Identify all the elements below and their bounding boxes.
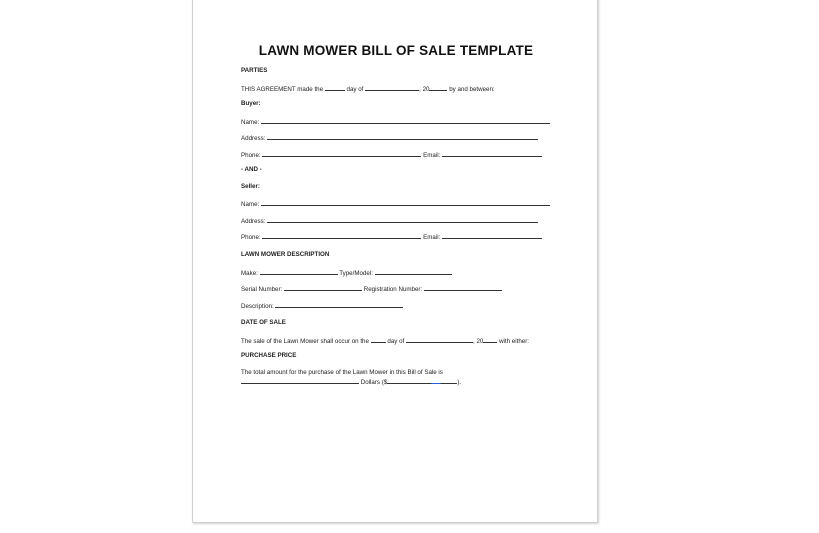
seller-email-blank[interactable] xyxy=(442,232,542,239)
date-of-sale-line: The sale of the Lawn Mower shall occur on the day of , 20 with either: xyxy=(241,338,529,345)
seller-phone-line: Phone: Email: xyxy=(241,232,542,242)
serial-registration-line: Serial Number: Registration Number: xyxy=(241,284,502,294)
price-words-blank[interactable] xyxy=(241,377,359,384)
document-title: LAWN MOWER BILL OF SALE TEMPLATE xyxy=(258,43,534,58)
buyer-name-line: Name: xyxy=(241,117,550,127)
buyer-phone-blank[interactable] xyxy=(262,150,421,157)
serial-number-blank[interactable] xyxy=(284,284,362,291)
seller-name-line: Name: xyxy=(241,199,550,209)
buyer-address-line: Address: xyxy=(241,133,538,143)
seller-heading: Seller: xyxy=(241,183,260,190)
sale-year-blank[interactable] xyxy=(483,336,497,343)
registration-number-blank[interactable] xyxy=(424,284,502,291)
seller-name-blank[interactable] xyxy=(261,199,550,206)
purchase-price-line-2: Dollars ($ ). xyxy=(241,377,461,387)
seller-phone-blank[interactable] xyxy=(262,232,421,239)
agreement-day-blank[interactable] xyxy=(325,84,345,91)
date-of-sale-heading: DATE OF SALE xyxy=(241,319,286,326)
price-amount-blank[interactable] xyxy=(387,377,431,384)
parties-heading: PARTIES xyxy=(241,67,268,74)
buyer-address-blank[interactable] xyxy=(267,133,538,140)
and-separator: - AND - xyxy=(241,166,262,173)
buyer-heading: Buyer: xyxy=(241,100,261,107)
sale-month-blank[interactable] xyxy=(406,336,473,343)
mower-description-heading: LAWN MOWER DESCRIPTION xyxy=(241,251,330,258)
buyer-name-blank[interactable] xyxy=(261,117,550,124)
agreement-month-blank[interactable] xyxy=(365,84,419,91)
purchase-price-heading: PURCHASE PRICE xyxy=(241,352,297,359)
make-model-line: Make: Type/Model: xyxy=(241,268,452,278)
type-model-blank[interactable] xyxy=(375,268,452,275)
description-blank[interactable] xyxy=(275,301,403,308)
buyer-email-blank[interactable] xyxy=(442,150,542,157)
sale-day-blank[interactable] xyxy=(371,336,386,343)
make-blank[interactable] xyxy=(260,268,338,275)
document-page xyxy=(192,0,598,523)
purchase-price-line-1: The total amount for the purchase of the Lawn Mower in this Bill of Sale is xyxy=(241,369,443,376)
price-amount-link-blank[interactable] xyxy=(431,377,441,384)
price-amount-blank-end[interactable] xyxy=(441,377,457,384)
agreement-year-blank[interactable] xyxy=(429,84,447,91)
description-line: Description: xyxy=(241,301,403,311)
agreement-line: THIS AGREEMENT made the day of , 20 by and between: xyxy=(241,86,495,93)
seller-address-line: Address: xyxy=(241,216,538,226)
seller-address-blank[interactable] xyxy=(267,216,538,223)
buyer-phone-line: Phone: Email: xyxy=(241,150,542,160)
